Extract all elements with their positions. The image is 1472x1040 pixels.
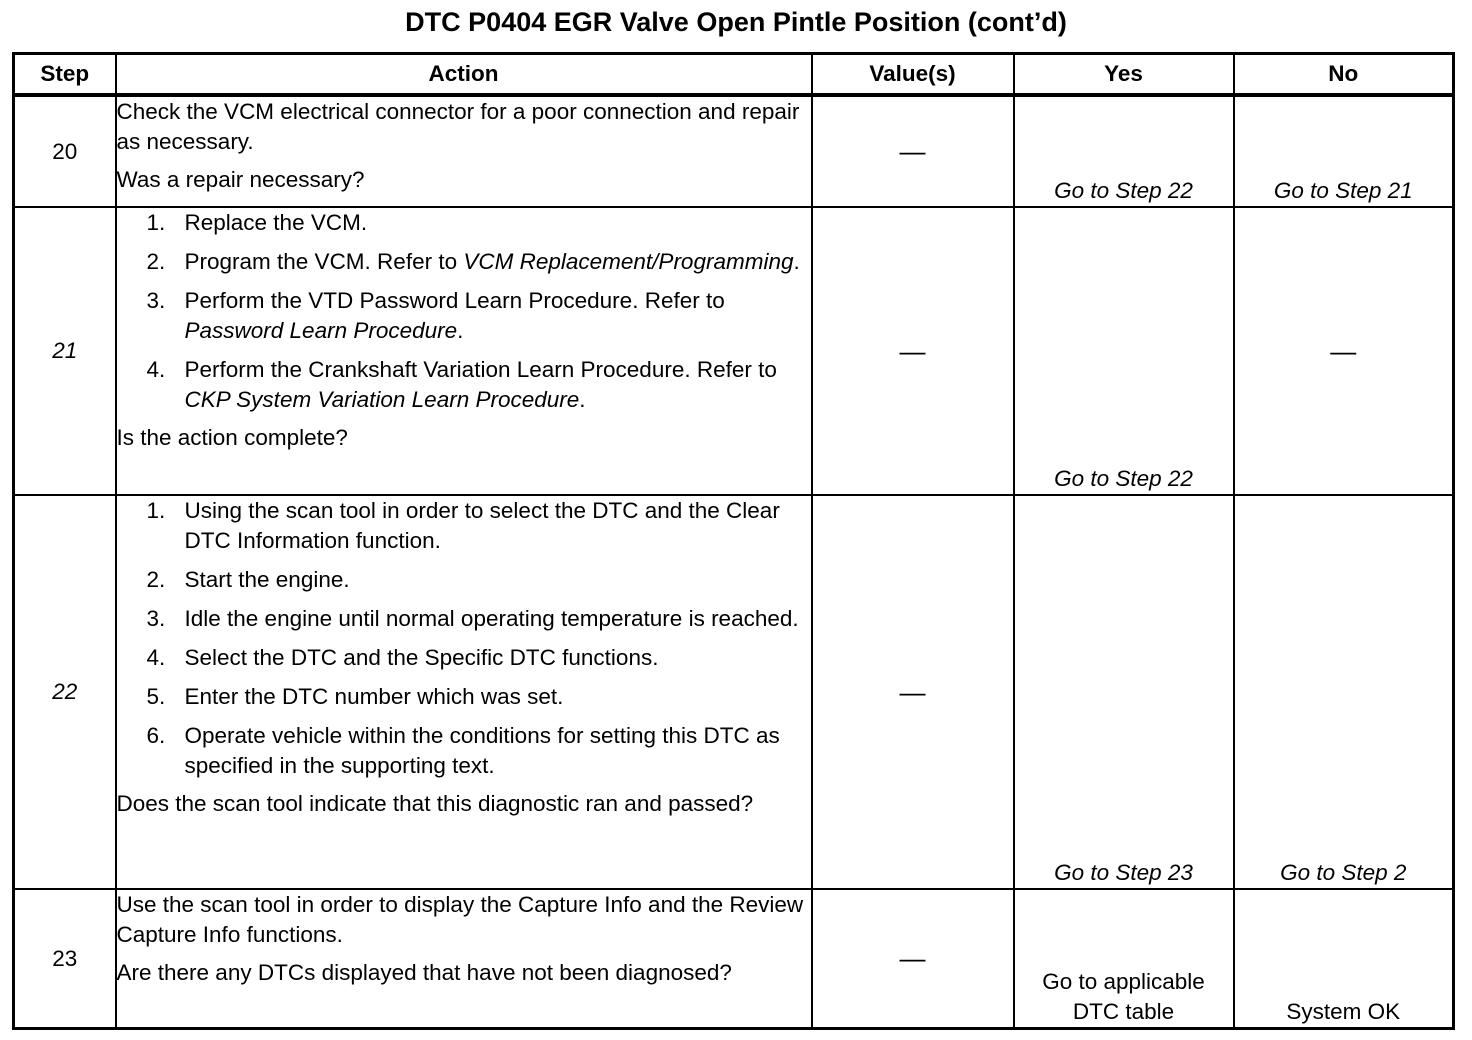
no-cell: System OK xyxy=(1234,889,1454,1029)
item-text: Operate vehicle within the conditions for setting this DTC as specified in the supporting text. xyxy=(184,723,780,778)
table-row xyxy=(14,207,1454,495)
list-item xyxy=(147,286,811,346)
table-row xyxy=(14,889,1454,1029)
item-text xyxy=(185,286,811,346)
action-cell xyxy=(116,207,812,495)
action-text: Check the VCM electrical connector for a poor connection and repair as necessary. xyxy=(116,99,800,154)
item-reference: Password Learn Procedure xyxy=(184,318,458,343)
item-number: 5. xyxy=(146,684,166,709)
step-number: 22 xyxy=(14,495,116,889)
action-question: Does the scan tool indicate that this diagnostic ran and passed? xyxy=(116,791,754,816)
item-number: 3. xyxy=(146,288,166,313)
no-cell: — xyxy=(1234,207,1454,495)
item-number: 3. xyxy=(146,606,166,631)
column-header-values: Value(s) xyxy=(812,54,1014,96)
item-text-part: Perform the Crankshaft Variation Learn Procedure. Refer to xyxy=(184,357,777,382)
value-cell: — xyxy=(812,889,1014,1029)
item-text-part: Program the VCM. Refer to xyxy=(184,249,464,274)
item-number: 6. xyxy=(146,723,166,748)
action-cell xyxy=(116,889,812,1029)
action-list xyxy=(117,496,811,781)
yes-cell: Go to Step 23 xyxy=(1014,495,1234,889)
item-text: Select the DTC and the Specific DTC functions. xyxy=(184,645,659,670)
list-item xyxy=(147,565,811,595)
column-header-step: Step xyxy=(14,54,116,96)
table-row xyxy=(14,495,1454,889)
column-header-no: No xyxy=(1234,54,1454,96)
action-question: Was a repair necessary? xyxy=(116,167,365,192)
item-text-part: Replace the VCM. xyxy=(184,210,368,235)
item-number: 4. xyxy=(146,645,166,670)
item-text: Enter the DTC number which was set. xyxy=(184,684,564,709)
item-number: 1. xyxy=(146,210,166,235)
item-text: Idle the engine until normal operating temperature is reached. xyxy=(184,606,799,631)
item-text xyxy=(185,247,811,277)
value-cell: — xyxy=(812,95,1014,207)
action-question: Are there any DTCs displayed that have not been diagnosed? xyxy=(116,960,732,985)
step-number: 21 xyxy=(14,207,116,495)
item-text-part: Perform the VTD Password Learn Procedure. Refer to xyxy=(184,288,725,313)
step-number: 23 xyxy=(14,889,116,1029)
item-reference: CKP System Variation Learn Procedure xyxy=(184,387,580,412)
no-cell: Go to Step 21 xyxy=(1234,95,1454,207)
step-number: 20 xyxy=(14,95,116,207)
list-item xyxy=(147,496,811,556)
item-number: 4. xyxy=(146,357,166,382)
item-text xyxy=(185,208,811,238)
table-row xyxy=(14,95,1454,207)
item-end: . xyxy=(457,318,464,343)
yes-cell: Go to Step 22 xyxy=(1014,95,1234,207)
value-cell: — xyxy=(812,207,1014,495)
list-item xyxy=(147,247,811,277)
item-text xyxy=(185,355,811,415)
yes-cell: Go to Step 22 xyxy=(1014,207,1234,495)
action-text: Use the scan tool in order to display the Capture Info and the Review Capture Info functions. xyxy=(116,892,804,947)
page-title: DTC P0404 EGR Valve Open Pintle Position (cont’d) xyxy=(405,7,1067,37)
item-number: 1. xyxy=(146,498,166,523)
yes-cell: Go to applicable DTC table xyxy=(1014,889,1234,1029)
item-end: . xyxy=(579,387,586,412)
column-header-action: Action xyxy=(116,54,812,96)
list-item xyxy=(147,355,811,415)
action-list xyxy=(117,208,811,415)
item-end: . xyxy=(793,249,800,274)
diagnostic-table xyxy=(12,52,1455,1030)
list-item xyxy=(147,604,811,634)
item-number: 2. xyxy=(146,567,166,592)
item-number: 2. xyxy=(146,249,166,274)
item-reference: VCM Replacement/Programming xyxy=(463,249,794,274)
item-text: Start the engine. xyxy=(184,567,350,592)
item-text: Using the scan tool in order to select the DTC and the Clear DTC Information function. xyxy=(184,498,780,553)
no-cell: Go to Step 2 xyxy=(1234,495,1454,889)
action-cell xyxy=(116,95,812,207)
list-item xyxy=(147,208,811,238)
list-item xyxy=(147,643,811,673)
list-item xyxy=(147,682,811,712)
header-row xyxy=(14,54,1454,96)
column-header-yes: Yes xyxy=(1014,54,1234,96)
value-cell: — xyxy=(812,495,1014,889)
action-cell xyxy=(116,495,812,889)
action-question: Is the action complete? xyxy=(116,425,348,450)
list-item xyxy=(147,721,811,781)
